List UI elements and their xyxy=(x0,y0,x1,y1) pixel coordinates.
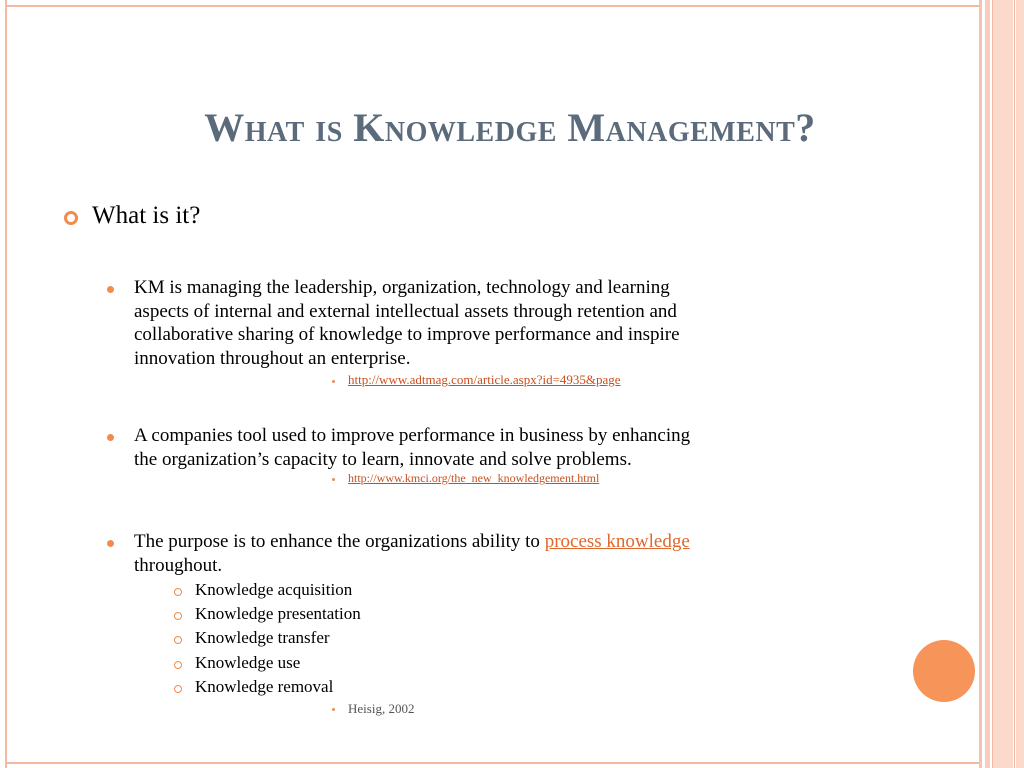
bullet-text-1 xyxy=(134,276,874,370)
level1-heading: What is it? xyxy=(92,202,201,229)
bullet-line: aspects of internal and external intellectual assets through retention and xyxy=(134,300,677,322)
small-ring-bullet-icon xyxy=(174,661,182,669)
decorative-circle xyxy=(913,640,975,702)
process-knowledge-link[interactable]: process knowledge xyxy=(544,531,690,552)
right-stripe xyxy=(993,0,1013,768)
small-ring-bullet-icon xyxy=(174,612,182,620)
small-bullet-icon xyxy=(332,478,335,481)
bullet-line: throughout. xyxy=(134,554,223,576)
bullet-text-3 xyxy=(134,530,874,577)
dot-bullet-icon xyxy=(107,540,114,547)
small-bullet-icon xyxy=(332,708,335,711)
final-citation: Heisig, 2002 xyxy=(348,701,415,716)
bullet-line: innovation throughout an enterprise. xyxy=(134,347,411,369)
small-bullet-icon xyxy=(332,380,335,383)
sub-item: Knowledge use xyxy=(195,653,301,672)
sub-item: Knowledge removal xyxy=(195,677,334,696)
frame-bottom-border xyxy=(5,762,981,764)
bullet-line: the organization’s capacity to learn, innovate and solve problems. xyxy=(134,448,632,470)
bullet-line: collaborative sharing of knowledge to improve performance and inspire xyxy=(134,324,680,345)
dot-bullet-icon xyxy=(107,286,114,293)
right-stripe-line xyxy=(1014,0,1015,768)
sub-item: Knowledge transfer xyxy=(195,628,330,647)
small-ring-bullet-icon xyxy=(174,636,182,644)
right-stripe xyxy=(985,0,990,768)
bullet-text-before: The purpose is to enhance the organizations ability to xyxy=(134,531,545,552)
small-ring-bullet-icon xyxy=(174,588,182,596)
citation-link-kmci[interactable]: http://www.kmci.org/the_new_knowledgement.html xyxy=(348,471,600,485)
dot-bullet-icon xyxy=(107,434,114,441)
right-stripe xyxy=(979,0,982,768)
right-stripe xyxy=(1016,0,1024,768)
slide-title: What is Knowledge Management? xyxy=(204,105,816,150)
frame-left-border xyxy=(5,0,7,768)
small-ring-bullet-icon xyxy=(174,685,182,693)
right-stripe-line xyxy=(992,0,993,768)
bullet-line: KM is managing the leadership, organization, technology and learning xyxy=(134,277,670,298)
sub-item: Knowledge presentation xyxy=(195,604,361,623)
ring-bullet-icon xyxy=(64,211,78,225)
sub-item: Knowledge acquisition xyxy=(195,580,353,599)
bullet-line: A companies tool used to improve performance in business by enhancing xyxy=(134,425,691,446)
bullet-text-2 xyxy=(134,424,874,471)
bullet-line xyxy=(134,530,874,554)
citation-link-adtmag[interactable]: http://www.adtmag.com/article.aspx?id=4935&page xyxy=(348,372,621,387)
frame-top-border xyxy=(5,5,981,7)
